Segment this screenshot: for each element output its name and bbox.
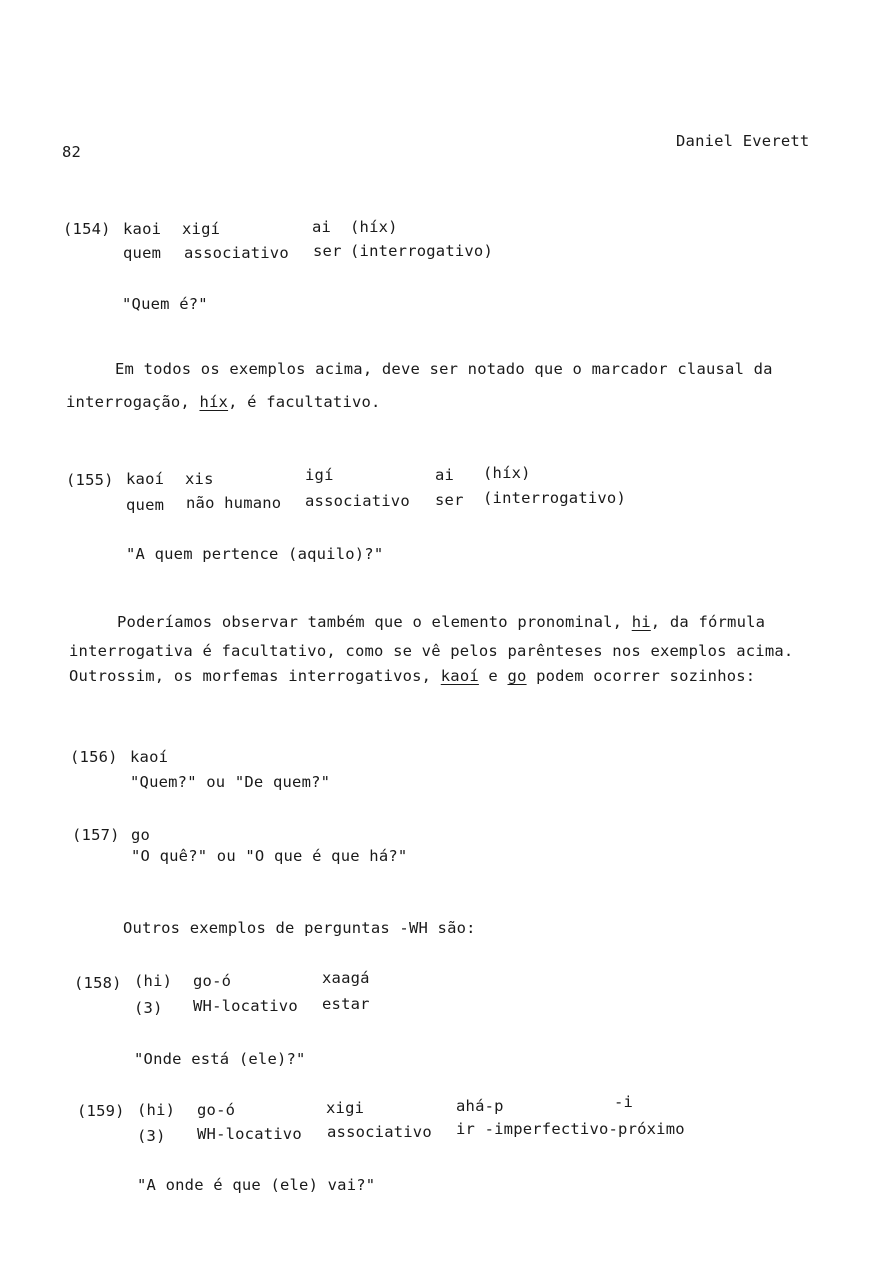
word: go: [131, 826, 151, 844]
text-run: podem ocorrer sozinhos:: [526, 667, 756, 685]
underlined-term: hi: [631, 613, 651, 631]
translation: "O quê?" ou "O que é que há?": [131, 847, 408, 865]
gloss: associativo: [184, 244, 289, 262]
text-run: interrogação,: [66, 393, 200, 411]
word: -i: [614, 1093, 634, 1111]
word: ai: [435, 466, 455, 484]
text-run: , da fórmula: [650, 613, 766, 631]
example-number: (157): [72, 826, 120, 844]
paragraph-line: [66, 393, 381, 411]
word: (híx): [483, 464, 531, 482]
paragraph-3: Outros exemplos de perguntas -WH são:: [123, 919, 476, 937]
gloss: estar: [322, 995, 370, 1013]
gloss: (3): [134, 999, 163, 1017]
text-run: Outrossim, os morfemas interrogativos,: [69, 667, 441, 685]
word: (hi): [134, 972, 173, 990]
word: go-ó: [193, 972, 232, 990]
word: ahá-p: [456, 1097, 504, 1115]
underlined-term: kaoí: [440, 667, 479, 685]
word: xigí: [182, 220, 221, 238]
paragraph-line: [117, 613, 765, 631]
word: xigi: [326, 1099, 365, 1117]
text-run: Poderíamos observar também que o elemento pronominal,: [117, 613, 632, 631]
gloss: quem: [123, 244, 162, 262]
word: kaoí: [130, 748, 169, 766]
translation: "Quem?" ou "De quem?": [130, 773, 331, 791]
paragraph-line: [69, 667, 755, 685]
gloss: WH-locativo: [193, 997, 298, 1015]
example-number: (156): [70, 748, 118, 766]
example-number: (159): [77, 1102, 125, 1120]
paragraph-line: interrogativa é facultativo, como se vê pelos parênteses nos exemplos acima.: [69, 642, 794, 660]
underlined-term: híx: [199, 393, 229, 411]
example-number: (155): [66, 471, 114, 489]
translation: "A quem pertence (aquilo)?": [126, 545, 384, 563]
word: xaagá: [322, 969, 370, 987]
word: igí: [305, 466, 334, 484]
word: kaoi: [123, 220, 162, 238]
example-number: (154): [63, 220, 111, 238]
text-run: e: [478, 667, 508, 685]
paragraph-line: Em todos os exemplos acima, deve ser notado que o marcador clausal da: [115, 360, 773, 378]
gloss: ir -imperfectivo-próximo: [456, 1120, 685, 1138]
word: go-ó: [197, 1101, 236, 1119]
word: (híx): [350, 218, 398, 236]
translation: "Quem é?": [122, 295, 208, 313]
example-number: (158): [74, 974, 122, 992]
gloss: (interrogativo): [483, 489, 626, 507]
running-header-author: Daniel Everett: [676, 132, 810, 150]
word: ai: [312, 218, 332, 236]
translation: "Onde está (ele)?": [134, 1050, 306, 1068]
gloss: quem: [126, 496, 165, 514]
gloss: não humano: [186, 494, 282, 512]
underlined-term: go: [507, 667, 527, 685]
gloss: ser: [435, 491, 464, 509]
gloss: associativo: [305, 492, 410, 510]
gloss: associativo: [327, 1123, 432, 1141]
translation: "A onde é que (ele) vai?": [137, 1176, 376, 1194]
word: kaoí: [126, 470, 165, 488]
text-run: , é facultativo.: [228, 393, 381, 411]
gloss: (interrogativo): [350, 242, 493, 260]
page-number: 82: [62, 143, 82, 161]
word: (hi): [137, 1101, 176, 1119]
word: xis: [185, 470, 214, 488]
gloss: (3): [137, 1127, 166, 1145]
gloss: ser: [313, 242, 342, 260]
gloss: WH-locativo: [197, 1125, 302, 1143]
